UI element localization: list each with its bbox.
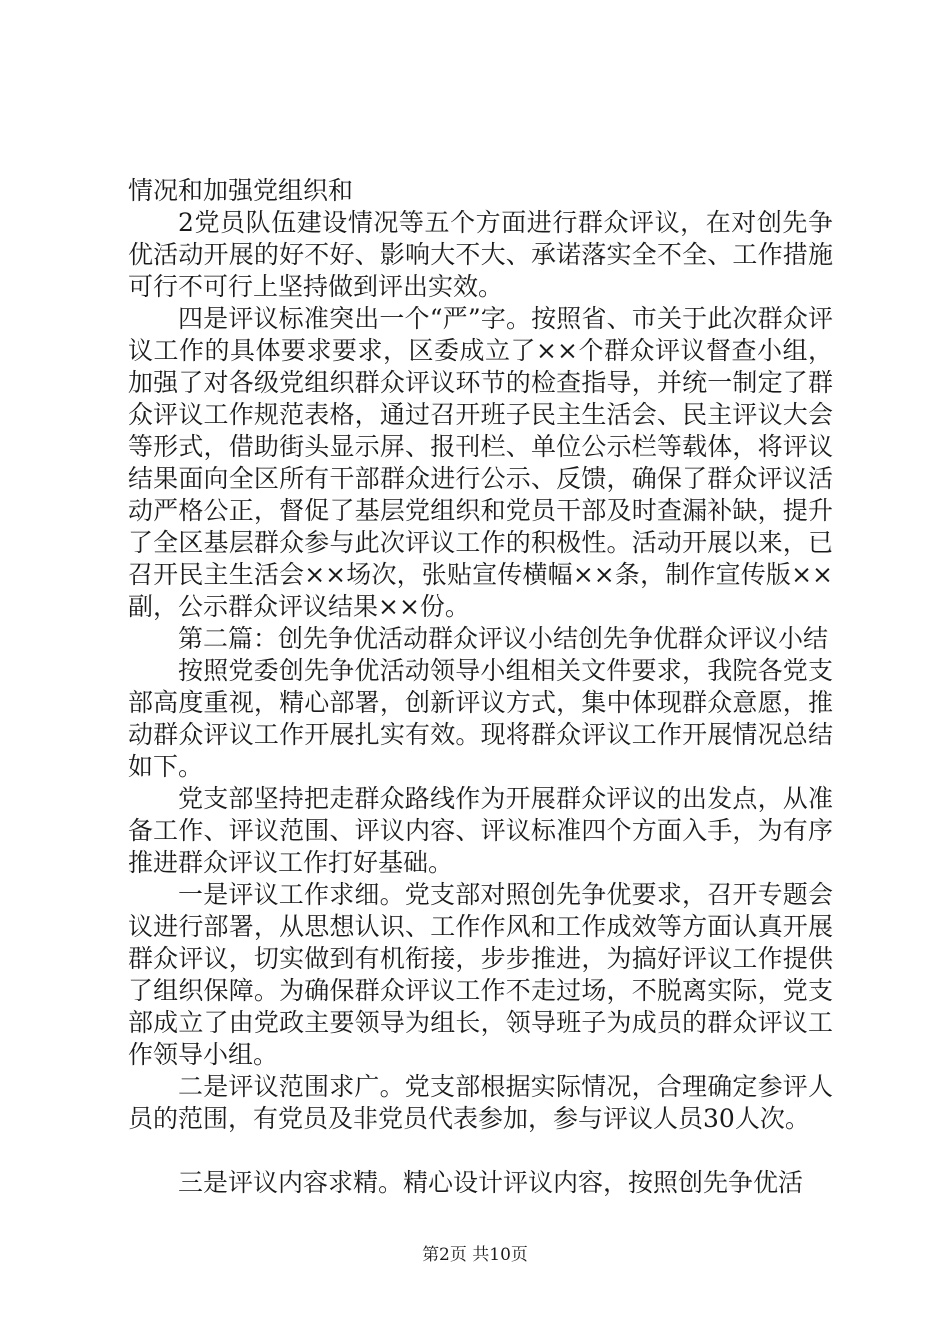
section-heading-part-two: 第二篇：创先争优活动群众评议小结创先争优群众评议小结 xyxy=(178,624,829,653)
paragraph-point-three: 三是评议内容求精。精心设计评议内容，按照创先争优活 xyxy=(178,1168,804,1197)
paragraph-fragment: 情况和加强党组织和 xyxy=(128,176,354,205)
paragraph-standard-strict: 四是评议标准突出一个“严”字。按照省、市关于此次群众评议工作的具体要求要求，区委成立了××个群众评议督查小组，加强了对各级党组织群众评议环节的检查指导，并统一制定了群众评议工作规范表格，通过召开班子民主生活会、民主评议大会等形式，借助街头显示屏、报刊栏、单位公示栏等载体，将评议结果面向全区所有干部群众进行公示、反馈，确保了群众评议活动严格公正，督促了基层党组织和党员干部及时查漏补缺，提升了全区基层群众参与此次评议工作的积极性。活动开展以来，已召开民主生活会××场次，张贴宣传横幅××条，制作宣传版××副，公示群众评议结果××份。 xyxy=(128,304,833,621)
page-number-footer: 第2页 共10页 xyxy=(422,1245,528,1265)
document-body xyxy=(128,175,833,1199)
paragraph-point-one: 一是评议工作求细。党支部对照创先争优要求，召开专题会议进行部署，从思想认识、工作作风和工作成效等方面认真开展群众评议，切实做到有机衔接，步步推进，为搞好评议工作提供了组织保障。为确保群众评议工作不走过场，不脱离实际，党支部成立了由党政主要领导为组长，领导班子为成员的群众评议工作领导小组。 xyxy=(128,880,833,1069)
paragraph-five-aspects: 2党员队伍建设情况等五个方面进行群众评议，在对创先争优活动开展的好不好、影响大不大、承诺落实全不全、工作措施可行不可行上坚持做到评出实效。 xyxy=(128,208,833,301)
paragraph-intro: 按照党委创先争优活动领导小组相关文件要求，我院各党支部高度重视，精心部署，创新评议方式，集中体现群众意愿，推动群众评议工作开展扎实有效。现将群众评议工作开展情况总结如下。 xyxy=(128,656,833,781)
paragraph-point-two: 二是评议范围求广。党支部根据实际情况，合理确定参评人员的范围，有党员及非党员代表参加，参与评议人员30人次。 xyxy=(128,1072,833,1133)
paragraph-mass-line: 党支部坚持把走群众路线作为开展群众评议的出发点，从准备工作、评议范围、评议内容、评议标准四个方面入手，为有序推进群众评议工作打好基础。 xyxy=(128,784,833,877)
